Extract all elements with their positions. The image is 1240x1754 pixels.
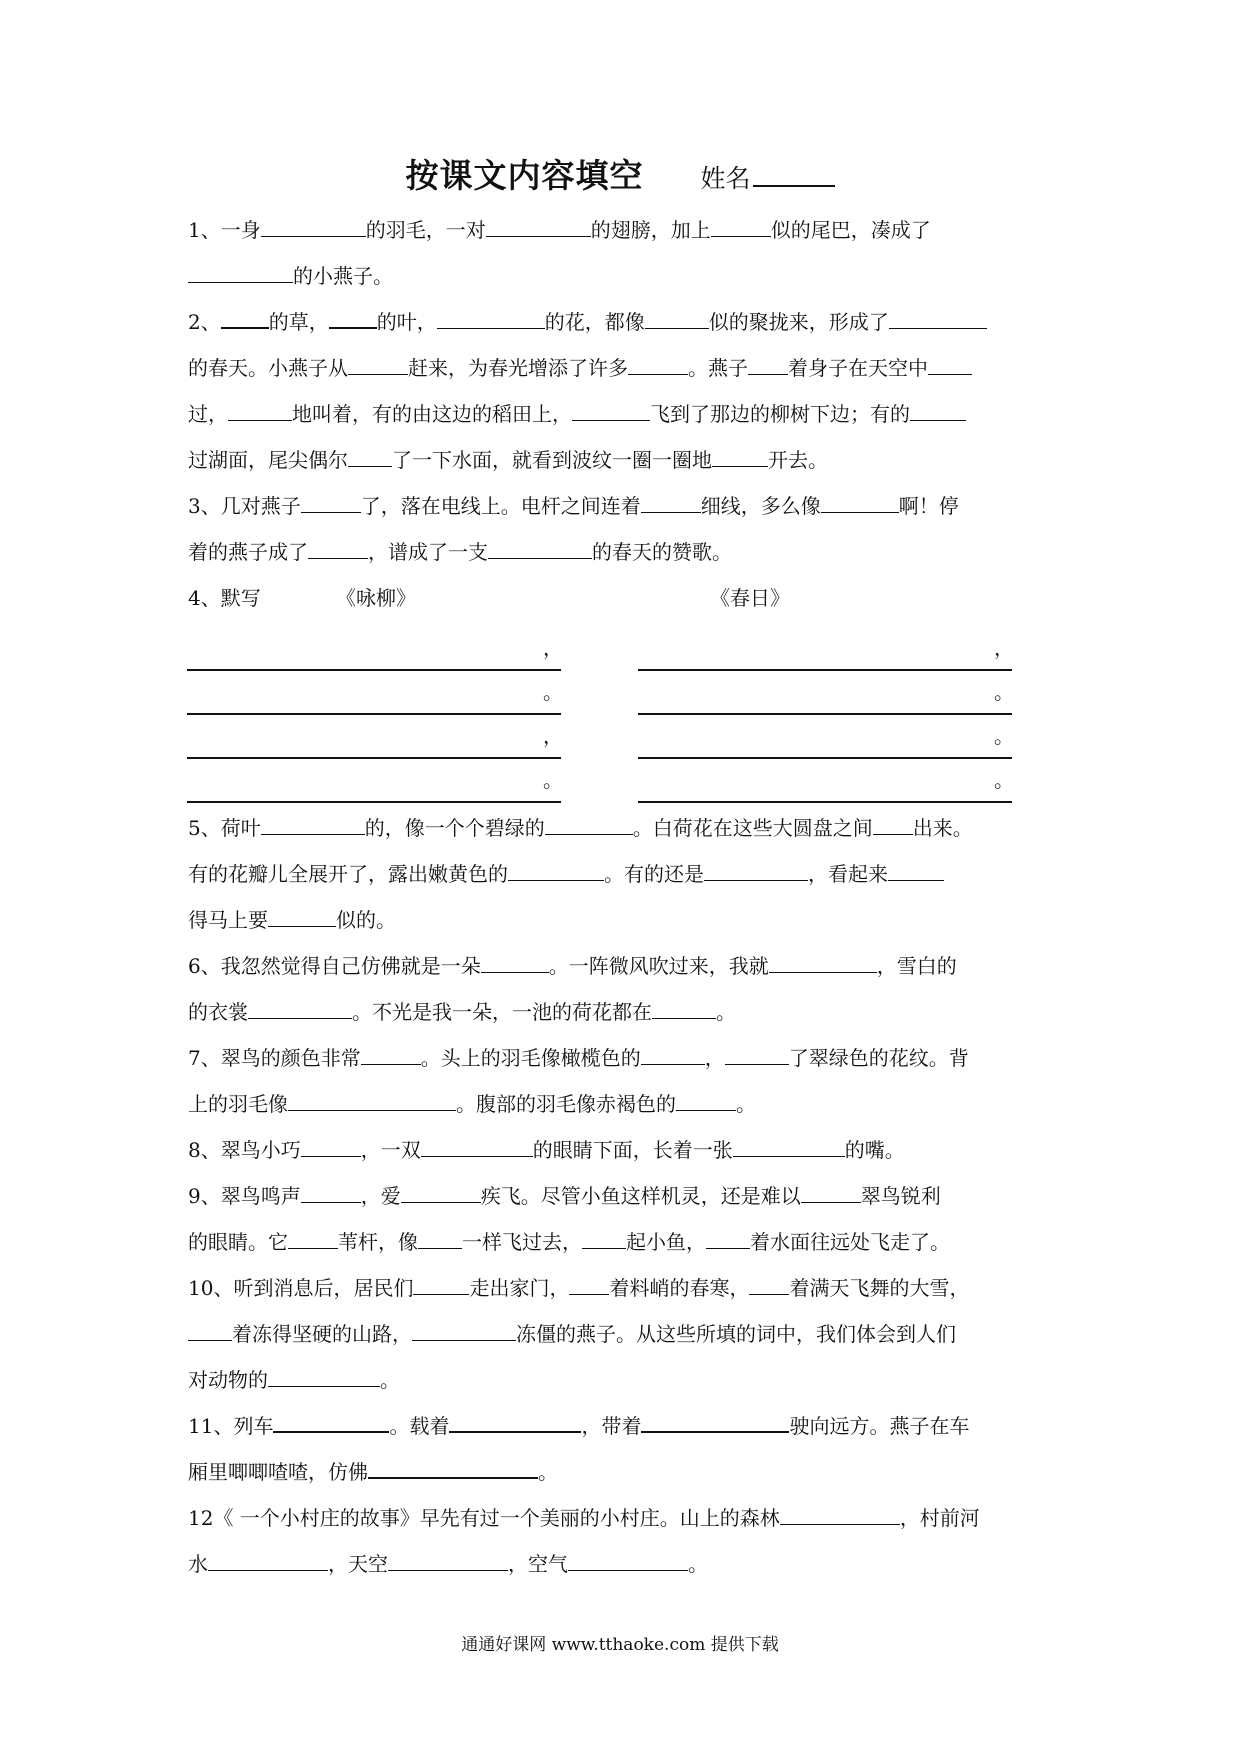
q5-blank-3[interactable] — [873, 812, 913, 835]
q9-text: 翠鸟锐利 — [860, 1184, 941, 1208]
poem-writing-area — [188, 621, 1063, 805]
poem2-line-1[interactable] — [638, 641, 1012, 671]
q5-blank-2[interactable] — [545, 812, 633, 835]
footer-credit: 通通好课网 www.tthaoke.com 提供下载 — [461, 1635, 779, 1655]
q2-text: 似的聚拢来，形成了 — [708, 310, 889, 334]
q5-text: 的，像一个个碧绿的 — [364, 816, 545, 840]
q7-text: ， — [704, 1046, 725, 1070]
q7-text: 上的羽毛像 — [188, 1092, 288, 1116]
q3-blank-1[interactable] — [301, 490, 361, 513]
poem2-punct: 。 — [994, 724, 1014, 748]
q11-blank-4[interactable] — [368, 1455, 538, 1479]
poem2-punct: ， — [994, 636, 1014, 660]
q1-text: 的小燕子。 — [293, 264, 393, 288]
q9-text: 的眼睛。它 — [188, 1230, 288, 1254]
question-3 — [188, 483, 1063, 575]
poem1-punct: ， — [543, 724, 563, 748]
question-2 — [188, 299, 1063, 483]
q3-text: 的春天的赞歌。 — [592, 540, 732, 564]
q7-text: 。 — [736, 1092, 756, 1116]
q10-blank-6[interactable] — [268, 1364, 380, 1387]
q11-text: 驶向远方。燕子在车 — [789, 1414, 970, 1438]
q1-blank-4[interactable] — [188, 260, 293, 283]
q12-blank-2[interactable] — [208, 1548, 328, 1571]
q2-text: 着身子在天空中 — [788, 356, 928, 380]
question-12 — [188, 1495, 1063, 1587]
q6-blank-4[interactable] — [652, 996, 716, 1019]
q7-text: 7、翠鸟的颜色非常 — [188, 1046, 361, 1070]
q10-blank-3[interactable] — [749, 1272, 789, 1295]
q2-text: 的花，都像 — [544, 310, 645, 334]
q1-blank-2[interactable] — [486, 214, 591, 237]
q10-blank-1[interactable] — [413, 1272, 469, 1295]
q8-text: ，一双 — [360, 1138, 421, 1162]
q2-text: 2、 — [188, 310, 221, 334]
q6-text: 。 — [716, 1000, 736, 1024]
poem2-line-4[interactable] — [638, 773, 1012, 803]
q2-blank-6[interactable] — [348, 352, 408, 375]
q12-text: ，天空 — [328, 1552, 388, 1576]
q2-blank-4[interactable] — [645, 306, 709, 329]
q5-blank-7[interactable] — [268, 904, 336, 927]
q9-blank-5[interactable] — [418, 1226, 462, 1249]
q2-text: 开去。 — [768, 448, 828, 472]
poem2-line-2[interactable] — [638, 685, 1012, 715]
q10-text: 着料峭的春寒， — [609, 1276, 750, 1300]
q11-blank-1[interactable] — [273, 1409, 389, 1433]
q8-blank-2[interactable] — [421, 1134, 533, 1157]
q10-text: 10、听到消息后，居民们 — [188, 1276, 414, 1300]
page-title: 按课文内容填空 — [405, 156, 644, 195]
q7-blank-4[interactable] — [288, 1088, 456, 1111]
question-1 — [188, 207, 1063, 299]
q6-text: 的衣裳 — [188, 1000, 248, 1024]
q9-text: 一样飞过去， — [462, 1230, 582, 1254]
worksheet-body — [188, 207, 1063, 1587]
q4-label: 4、默写 — [188, 586, 261, 610]
q3-text: 细线，多么像 — [700, 494, 821, 518]
q9-blank-2[interactable] — [401, 1180, 481, 1203]
q5-blank-4[interactable] — [508, 858, 604, 881]
q2-text: 了一下水面，就看到波纹一圈一圈地 — [392, 448, 712, 472]
q9-blank-4[interactable] — [288, 1226, 338, 1249]
q2-blank-1[interactable] — [221, 305, 269, 329]
question-4-header — [188, 575, 1063, 621]
q3-blank-5[interactable] — [488, 536, 592, 559]
q10-text: 着冻得坚硬的山路， — [232, 1322, 412, 1346]
poem1-punct: 。 — [543, 680, 563, 704]
q12-text: 12《 一个小村庄的故事》早先有过一个美丽的小村庄。山上的森林 — [188, 1506, 780, 1530]
q12-text: 水 — [188, 1552, 208, 1576]
q2-text: 的草， — [268, 310, 329, 334]
question-7 — [188, 1035, 1063, 1127]
poem1-line-3[interactable] — [187, 729, 561, 759]
q5-blank-5[interactable] — [704, 858, 808, 881]
q2-blank-14[interactable] — [712, 444, 768, 467]
poem1-punct: 。 — [543, 768, 563, 792]
q2-text: 赶来，为春光增添了许多 — [408, 356, 628, 380]
q1-text: 1、一身 — [188, 218, 261, 242]
q3-text: 啊！停 — [898, 494, 959, 518]
question-11 — [188, 1403, 1063, 1495]
q9-text: ，爱 — [360, 1184, 401, 1208]
q3-blank-3[interactable] — [821, 490, 899, 513]
q3-text: 了，落在电线上。电杆之间连着 — [360, 494, 641, 518]
q2-text: 地叫着，有的由这边的稻田上， — [292, 402, 572, 426]
q8-blank-1[interactable] — [301, 1134, 361, 1157]
q12-text: ，村前河 — [899, 1506, 980, 1530]
q5-text: 出来。 — [912, 816, 973, 840]
poem2-line-3[interactable] — [638, 729, 1012, 759]
q3-blank-2[interactable] — [641, 490, 701, 513]
poem-title-chunri: 《春日》 — [710, 586, 790, 610]
q6-text: 6、我忽然觉得自己仿佛就是一朵 — [188, 954, 481, 978]
q10-text: 冻僵的燕子。从这些所填的词中，我们体会到人们 — [516, 1322, 956, 1346]
poem2-punct: 。 — [994, 680, 1014, 704]
q2-text: 过湖面，尾尖偶尔 — [188, 448, 348, 472]
q2-text: 。燕子 — [688, 356, 748, 380]
question-6 — [188, 943, 1063, 1035]
q8-text: 8、翠鸟小巧 — [188, 1138, 301, 1162]
q6-blank-1[interactable] — [481, 950, 549, 973]
q5-text: ，看起来 — [808, 862, 888, 886]
q7-text: 。腹部的羽毛像赤褐色的 — [456, 1092, 676, 1116]
question-8 — [188, 1127, 1063, 1173]
q5-text: 5、荷叶 — [188, 816, 261, 840]
q9-text: 9、翠鸟鸣声 — [188, 1184, 301, 1208]
q2-blank-8[interactable] — [748, 352, 788, 375]
q10-text: 。 — [380, 1368, 400, 1392]
q1-blank-1[interactable] — [261, 214, 366, 237]
q9-text: 苇杆，像 — [338, 1230, 418, 1254]
poem1-line-4[interactable] — [187, 773, 561, 803]
q5-blank-6[interactable] — [888, 858, 944, 881]
q2-text: 过， — [188, 402, 228, 426]
q2-blank-13[interactable] — [348, 444, 392, 467]
q11-text: 。 — [538, 1460, 558, 1484]
q2-text: 的春天。小燕子从 — [188, 356, 348, 380]
question-9 — [188, 1173, 1063, 1265]
q12-text: 。 — [688, 1552, 708, 1576]
q11-text: 。载着 — [389, 1414, 450, 1438]
q6-text: ，雪白的 — [876, 954, 957, 978]
q9-text: 起小鱼， — [626, 1230, 706, 1254]
q3-text: 着的燕子成了 — [188, 540, 308, 564]
q11-text: 11、列车 — [188, 1414, 274, 1438]
q7-blank-1[interactable] — [361, 1042, 421, 1065]
q7-text: 。头上的羽毛像橄榄色的 — [420, 1046, 641, 1070]
name-blank[interactable] — [753, 161, 835, 187]
q11-blank-2[interactable] — [449, 1409, 581, 1433]
q8-text: 的嘴。 — [844, 1138, 905, 1162]
q2-blank-10[interactable] — [228, 398, 292, 421]
q12-text: ，空气 — [508, 1552, 568, 1576]
q11-text: ，带着 — [581, 1414, 642, 1438]
q2-blank-12[interactable] — [910, 398, 966, 421]
q8-text: 的眼睛下面，长着一张 — [532, 1138, 733, 1162]
q2-blank-5[interactable] — [889, 306, 987, 329]
q7-blank-2[interactable] — [641, 1042, 705, 1065]
q2-blank-7[interactable] — [628, 352, 688, 375]
poem1-line-1[interactable] — [187, 641, 561, 671]
q11-blank-3[interactable] — [641, 1409, 789, 1433]
q9-text: 疾飞。尽管小鱼这样机灵，还是难以 — [480, 1184, 801, 1208]
poem1-punct: ， — [543, 636, 563, 660]
q6-text: 。不光是我一朵，一池的荷花都在 — [352, 1000, 652, 1024]
q2-blank-3[interactable] — [437, 306, 545, 329]
q12-blank-1[interactable] — [780, 1502, 900, 1525]
q5-text: 。白荷花在这些大圆盘之间 — [632, 816, 873, 840]
q10-blank-5[interactable] — [412, 1318, 516, 1341]
q9-blank-1[interactable] — [301, 1180, 361, 1203]
q5-text: 有的花瓣儿全展开了，露出嫩黄色的 — [188, 862, 508, 886]
poem2-punct: 。 — [994, 768, 1014, 792]
q1-text: 的翅膀，加上 — [590, 218, 711, 242]
poem-title-yongliu: 《咏柳》 — [336, 586, 416, 610]
q10-blank-2[interactable] — [569, 1272, 609, 1295]
poem1-line-2[interactable] — [187, 685, 561, 715]
q5-blank-1[interactable] — [261, 812, 365, 835]
q1-text: 似的尾巴，凑成了 — [770, 218, 931, 242]
q8-blank-3[interactable] — [733, 1134, 845, 1157]
q1-blank-3[interactable] — [711, 214, 771, 237]
title-row — [0, 150, 1240, 197]
q2-blank-9[interactable] — [928, 352, 972, 375]
q11-text: 厢里唧唧喳喳，仿佛 — [188, 1460, 368, 1484]
q3-blank-4[interactable] — [308, 536, 368, 559]
q6-blank-3[interactable] — [248, 996, 352, 1019]
q9-blank-7[interactable] — [706, 1226, 750, 1249]
q9-text: 着水面往远处飞走了。 — [750, 1230, 950, 1254]
q10-text: 对动物的 — [188, 1368, 268, 1392]
q7-blank-3[interactable] — [725, 1042, 789, 1065]
q7-blank-5[interactable] — [676, 1088, 736, 1111]
q5-text: 得马上要 — [188, 908, 268, 932]
q2-text: 的叶， — [376, 310, 437, 334]
q10-text: 走出家门， — [469, 1276, 570, 1300]
q6-blank-2[interactable] — [769, 950, 877, 973]
q3-text: 3、几对燕子 — [188, 494, 301, 518]
q2-text: 飞到了那边的柳树下边；有的 — [650, 402, 910, 426]
q12-blank-3[interactable] — [388, 1548, 508, 1571]
q9-blank-6[interactable] — [582, 1226, 626, 1249]
q10-blank-4[interactable] — [188, 1318, 232, 1341]
q5-text: 似的。 — [336, 908, 396, 932]
q5-text: 。有的还是 — [604, 862, 704, 886]
q6-text: 。一阵微风吹过来，我就 — [548, 954, 769, 978]
name-label: 姓名 — [700, 164, 751, 193]
question-10 — [188, 1265, 1063, 1403]
q2-blank-2[interactable] — [329, 305, 377, 329]
q2-blank-11[interactable] — [572, 398, 650, 421]
q1-text: 的羽毛，一对 — [365, 218, 486, 242]
q7-text: 了翠绿色的花纹。背 — [788, 1046, 969, 1070]
q10-text: 着满天飞舞的大雪， — [789, 1276, 970, 1300]
q3-text: ，谱成了一支 — [368, 540, 488, 564]
question-5 — [188, 805, 1063, 943]
q9-blank-3[interactable] — [801, 1180, 861, 1203]
q12-blank-4[interactable] — [568, 1548, 688, 1571]
